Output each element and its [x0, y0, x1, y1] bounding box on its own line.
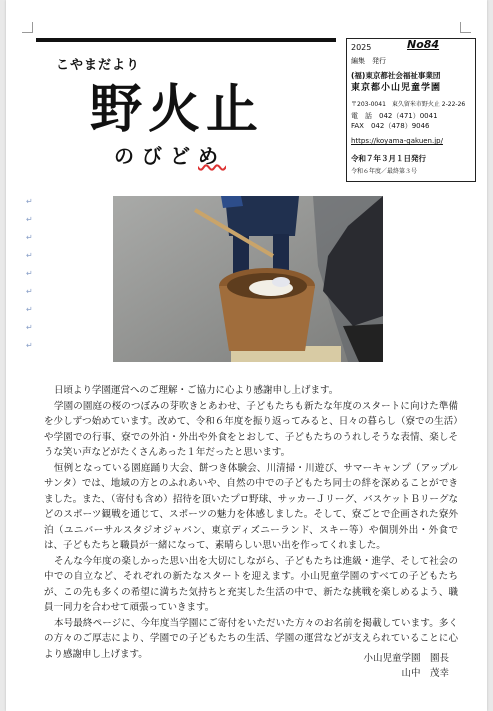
paragraph-donations: 本号最終ページに、今年度当学園にご寄付をいただいた方々のお名前を掲載しています。多くの方々のご厚志により、学園での子どもたちの生活、学園の運営などが支えられていることに心より感謝申し上げます。 — [44, 617, 458, 660]
masthead-kana-main: のびど — [114, 144, 198, 168]
newsletter-page — [6, 0, 487, 711]
signature-name: 山中 茂幸 — [401, 668, 449, 679]
masthead-kana — [114, 140, 226, 169]
paragraph-new-start: そんな今年度の楽しかった思い出を大切にしながら、子どもたちは進級・進学、そして社会の中での自立など、それぞれの新たなスタートを迎えます。小山児童学園のすべての子どもたちが、この先も多くの希望に満ちた気持ちと充実した生活の中で、新たな挑戦を楽しめるよう、職員一同力を合わせて頑張っていきます。 — [44, 555, 458, 613]
issue-date: 令和７年３月１日発行 — [351, 154, 426, 163]
website-link[interactable]: https://koyama-gakuen.jp/ — [351, 137, 443, 145]
paragraph-mark-icon: ↵ — [26, 233, 33, 242]
paragraph-mark-icon: ↵ — [26, 251, 33, 260]
paragraph-year-review: 学園の園庭の桜のつぼみの芽吹きとあわせ、子どもたちも新たな年度のスタートに向けた準備を少しずつ始めています。改めて、令和６年度を振り返ってみると、日々の暮らし（寮での生活）や学園での行事、寮での外泊・外出や外食をとおして、子どもたちのうれしそうな表情、楽しそうな笑い声などがたくさんあった１年だったと思います。 — [44, 400, 458, 458]
masthead-subtitle: こやまだより — [56, 58, 141, 73]
paragraph-mark-icon: ↵ — [26, 215, 33, 224]
org-name: (福)東京都社会福祉事業団 — [351, 71, 441, 80]
paragraph-mark-icon: ↵ — [26, 305, 33, 314]
issue-volume: 令和６年度／最終第３号 — [351, 168, 418, 175]
phone-number: 電 話 042（471）0041 — [351, 112, 438, 120]
signature-block — [363, 651, 449, 681]
address: 〒203-0041 東久留米市野火止 2-22-26 — [351, 101, 466, 108]
issuer-label: 編集 発行 — [351, 57, 386, 65]
mochitsuki-photo-illustration — [113, 196, 383, 362]
crop-mark-top-right — [460, 22, 471, 33]
paragraph-mark-icon: ↵ — [26, 341, 33, 350]
facility-name: 東京都小山児童学園 — [351, 83, 442, 93]
crop-mark-top-left — [22, 22, 33, 33]
paragraph-events: 恒例となっている園庭踊り大会、餅つき体験会、川清掃・川遊び、サマーキャンプ（アップルサンタ）では、地域の方とのふれあいや、自然の中での子どもたち同士の絆を深めることができました。また、（寄付も含め）招待を頂いたプロ野球、サッカーＪリーグ、バスケットＢリーグなどのスポーツ観戦を通じて、スポーツの魅力を体感しました。そして、寮ごとで企画された寮外泊（ユニバーサルスタジオジャパン、東京ディズニーランド、スキー等）や個別外出・外食では、子どもたちと職員が一緒になって、素晴らしい思い出を作ってくれました。 — [44, 462, 458, 551]
paragraph-greeting: 日頃より学園運営へのご理解・ご協力に心より感謝申し上げます。 — [54, 385, 339, 396]
masthead-kana-last: め — [198, 144, 226, 168]
fax-number: FAX 042（478）9046 — [351, 122, 430, 130]
issue-year: 2025 — [351, 43, 372, 52]
body-text — [44, 383, 458, 662]
paragraph-mark-icon: ↵ — [26, 287, 33, 296]
signature-org: 小山児童学園 園長 — [363, 653, 449, 664]
masthead — [36, 38, 336, 178]
masthead-rule — [36, 38, 336, 42]
paragraph-mark-icon: ↵ — [26, 197, 33, 206]
masthead-title: 野火止 — [90, 79, 265, 140]
issue-number: No84 — [407, 38, 440, 51]
paragraph-mark-icon: ↵ — [26, 269, 33, 278]
paragraph-mark-icon: ↵ — [26, 323, 33, 332]
issue-info-box — [346, 38, 476, 182]
mochitsuki-photo — [113, 196, 383, 362]
